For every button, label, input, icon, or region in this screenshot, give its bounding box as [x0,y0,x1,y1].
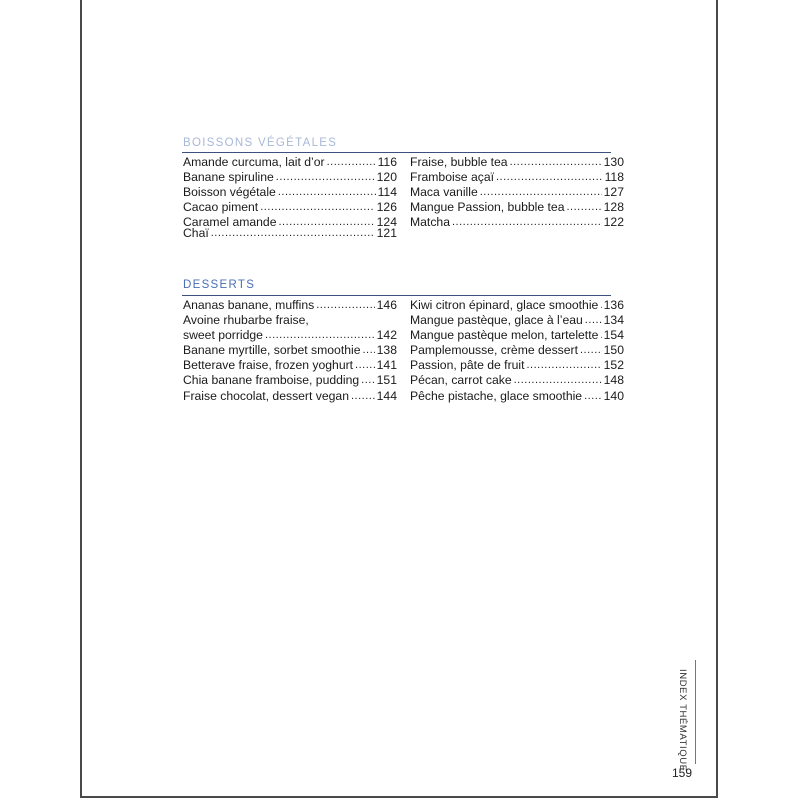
index-entry: Mangue pastèque melon, tartelette ..... 154 [410,328,624,343]
index-column-right [410,298,624,404]
index-entry: Maca vanille ..... 127 [410,185,624,200]
index-entry: Mangue Passion, bubble tea ..... 128 [410,200,624,215]
index-entry: Matcha ..... 122 [410,215,624,230]
index-entry: Pamplemousse, crème dessert ..... 150 [410,343,624,358]
index-entry: Ananas banane, muffins ..... 146 [183,298,397,313]
side-tab-label: INDEX THÉMATIQUE [677,669,688,772]
index-entry: Cacao piment ..... 126 [183,200,397,215]
index-column-right [410,155,624,230]
page-number: 159 [672,766,693,780]
section-title-desserts: DESSERTS [183,279,256,291]
section-rule [182,152,611,153]
index-entry: Fraise, bubble tea ..... 130 [410,155,624,170]
index-entry: Chia banane framboise, pudding ..... 151 [183,373,397,388]
index-entry: Banane spiruline ..... 120 [183,170,397,185]
index-entry: Banane myrtille, sorbet smoothie ..... 138 [183,343,397,358]
section-rule [182,295,611,296]
index-column-left [183,298,397,404]
index-entry: Pécan, carrot cake ..... 148 [410,373,624,388]
index-entry: Avoine rhubarbe fraise, sweet porridge ..... 142 [183,313,397,343]
index-entry: Fraise chocolat, dessert vegan ..... 144 [183,389,397,404]
index-entry: Kiwi citron épinard, glace smoothie ..... 136 [410,298,624,313]
index-entry: Betterave fraise, frozen yoghurt ..... 141 [183,358,397,373]
side-tab-rule [695,660,696,764]
index-entry: Framboise açaï ..... 118 [410,170,624,185]
index-column-left [183,155,397,242]
index-entry: Mangue pastèque, glace à l’eau ..... 134 [410,313,624,328]
index-entry: Boisson végétale ..... 114 [183,185,397,200]
index-entry: Passion, pâte de fruit ..... 152 [410,358,624,373]
index-entry: Chaï ..... 121 [183,226,397,241]
index-entry: Amande curcuma, lait d’or ..... 116 [183,155,397,170]
section-title-boissons: BOISSONS VÉGÉTALES [183,137,338,149]
side-tab [676,669,690,772]
index-entry: Caramel amande ..... 124 [183,215,397,230]
index-entry: Pêche pistache, glace smoothie ..... 140 [410,389,624,404]
